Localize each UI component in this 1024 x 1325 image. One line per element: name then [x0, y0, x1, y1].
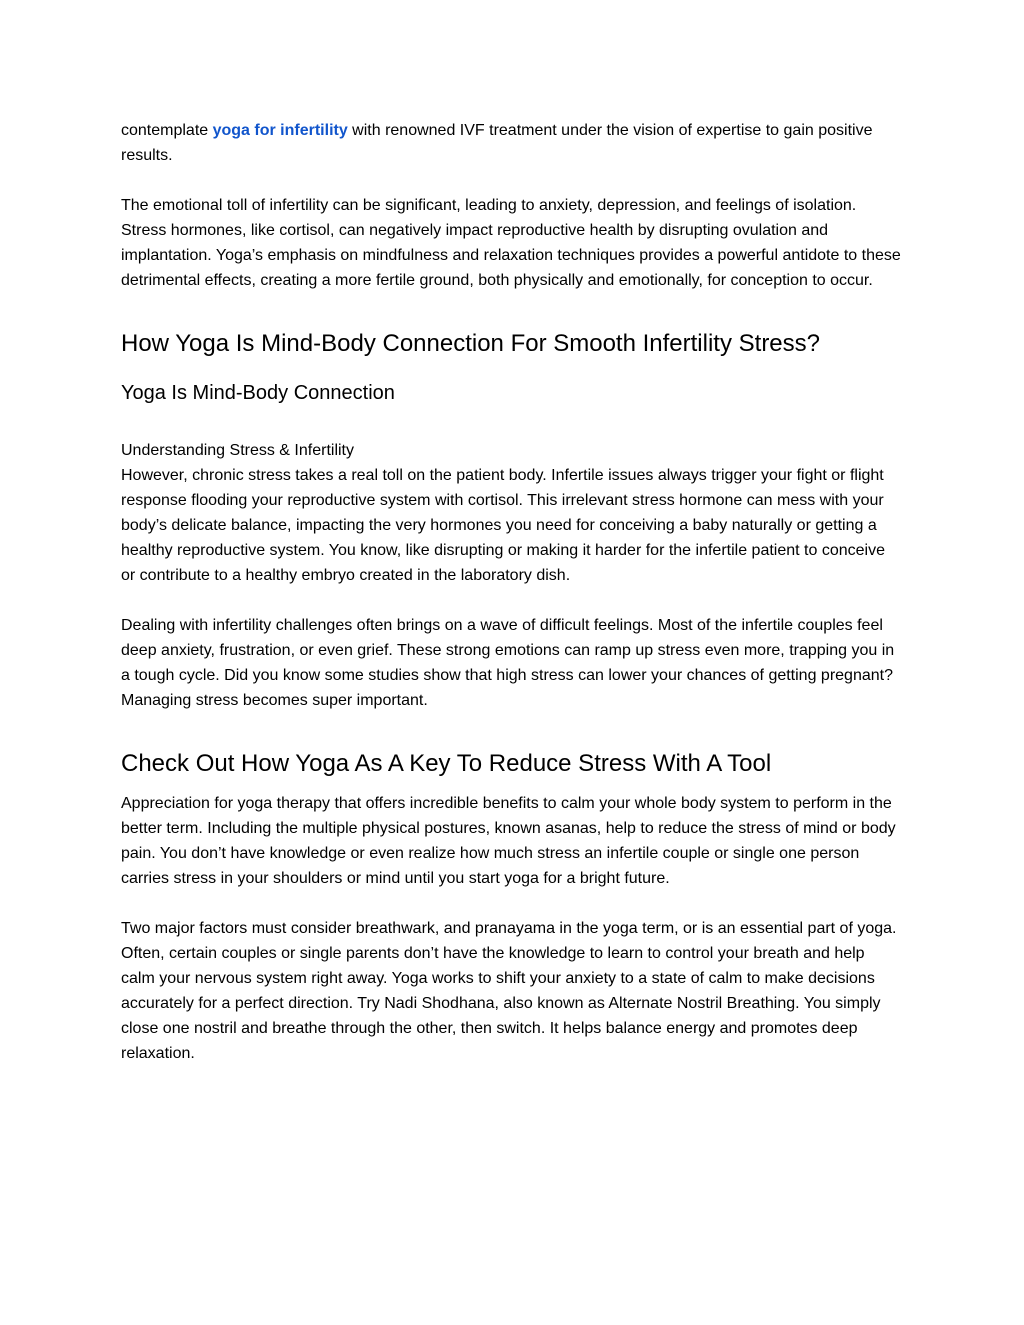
heading-mind-body-connection: How Yoga Is Mind-Body Connection For Smooth Infertility Stress? — [121, 330, 820, 357]
paragraph-appreciation-yoga-therapy: Appreciation for yoga therapy that offers incredible benefits to calm your whole body system to perform in the better term. Including the multiple physical postures, known asanas, help to reduce the stress of mind or body pain. You don’t have knowledge or even realize how much stress an infertile couple or single one person carries stress in your shoulders or mind until you start yoga for a bright future. — [121, 795, 896, 887]
understanding-stress-title: Understanding Stress & Infertility — [121, 442, 354, 459]
paragraph-understanding-stress — [121, 438, 901, 588]
intro-paragraph — [121, 118, 901, 168]
heading-check-out-yoga: Check Out How Yoga As A Key To Reduce Stress With A Tool — [121, 750, 772, 777]
subheading-mind-body-connection: Yoga Is Mind-Body Connection — [121, 382, 395, 404]
paragraph-emotional-toll: The emotional toll of infertility can be significant, leading to anxiety, depression, and feelings of isolation. Stress hormones, like cortisol, can negatively impact reproductive health by disrupting ovulation and implantation. Yoga’s emphasis on mindfulness and relaxation techniques provides a powerful antidote to these detrimental effects, creating a more fertile ground, both physically and emotionally, for conception to occur. — [121, 197, 901, 289]
paragraph-two-major-factors: Two major factors must consider breathwark, and pranayama in the yoga term, or is an essential part of yoga. Often, certain couples or single parents don’t have the knowledge to learn to control your breath and help calm your nervous system right away. Yoga works to shift your anxiety to a state of calm to make decisions accurately for a perfect direction. Try Nadi Shodhana, also known as Alternate Nostril Breathing. You simply close one nostril and breathe through the other, then switch. It helps balance energy and promotes deep relaxation. — [121, 920, 897, 1062]
paragraph-dealing-with-infertility: Dealing with infertility challenges often brings on a wave of difficult feelings. Most of the infertile couples feel deep anxiety, frustration, or even grief. These strong emotions can ramp up stress even more, trapping you in a tough cycle. Did you know some studies show that high stress can lower your chances of getting pregnant? Managing stress becomes super important. — [121, 617, 895, 709]
yoga-for-infertility-link[interactable]: yoga for infertility — [212, 122, 348, 139]
intro-text-before-link: contemplate — [121, 122, 213, 139]
chronic-stress-text: However, chronic stress takes a real toll on the patient body. Infertile issues always trigger your fight or flight response flooding your reproductive system with cortisol. This irrelevant stress hormone can mess with your body’s delicate balance, impacting the very hormones you need for conceiving a baby naturally or getting a healthy reproductive system. You know, like disrupting or making it harder for the infertile patient to conceive or contribute to a healthy embryo created in the laboratory dish. — [121, 467, 885, 584]
intro-text-after-link: with renowned IVF treatment under the vision of expertise to gain positive results. — [121, 122, 873, 164]
